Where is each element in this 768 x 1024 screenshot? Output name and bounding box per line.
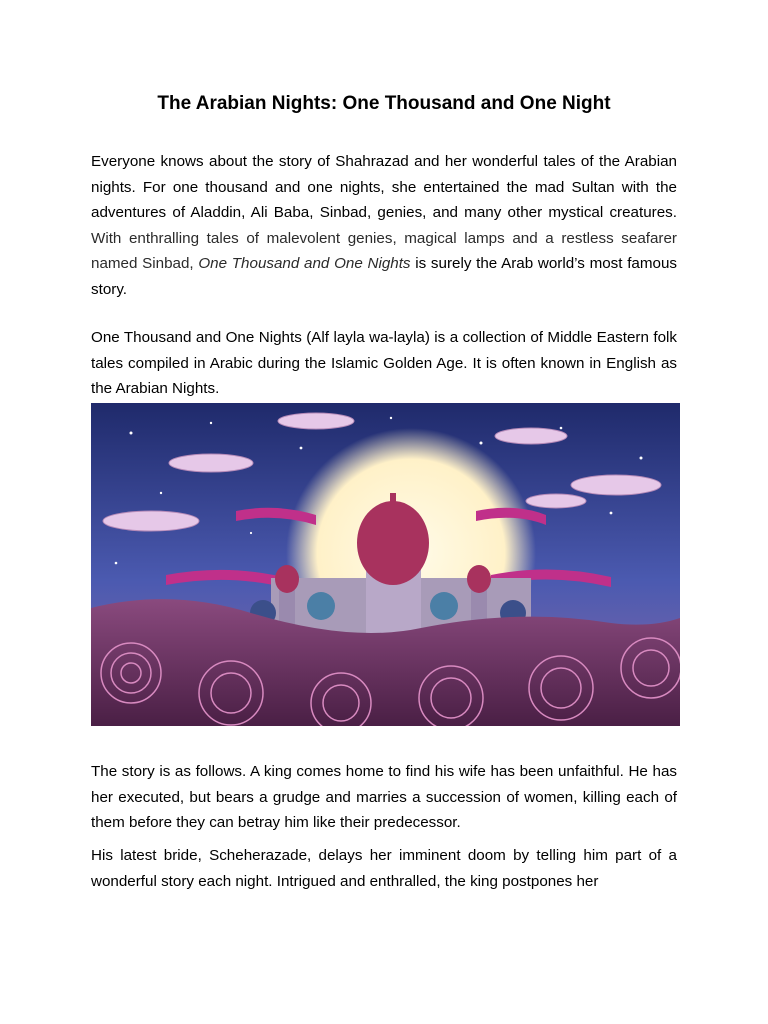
story-paragraph-2: His latest bride, Scheherazade, delays her imminent doom by telling him part of a wonderful story each night. Intrigued and enthralled, the king postpones her xyxy=(91,847,677,890)
arabian-palace-illustration xyxy=(91,403,680,726)
page-title: The Arabian Nights: One Thousand and One Night xyxy=(157,93,611,114)
intro-quote-start: With enthralling tales of malevolent genies, magical lamps and a restless seafarer named Sinbad, xyxy=(91,229,677,272)
intro-text: Everyone knows about the story of Shahrazad and her wonderful tales of the Arabian nights. For one thousand and one nights, she entertained the mad Sultan with the adventures of Aladdin, Ali Baba, Sinbad, genies, and many other mystical creatures. xyxy=(91,153,677,221)
book-title-italic: One Thousand and One Nights xyxy=(198,255,411,272)
intro-quote-end: is surely the Arab world’s most famous story. xyxy=(91,255,677,298)
story-paragraph-1: The story is as follows. A king comes home to find his wife has been unfaithful. He has her executed, but bears a grudge and marries a succession of women, killing each of them before they can betray him like their predecessor. xyxy=(91,763,677,831)
definition-paragraph: One Thousand and One Nights (Alf layla wa-layla) is a collection of Middle Eastern folk tales compiled in Arabic during the Islamic Golden Age. It is often known in English as the Arabian Nights. xyxy=(91,329,677,397)
intro-paragraph xyxy=(91,149,677,302)
